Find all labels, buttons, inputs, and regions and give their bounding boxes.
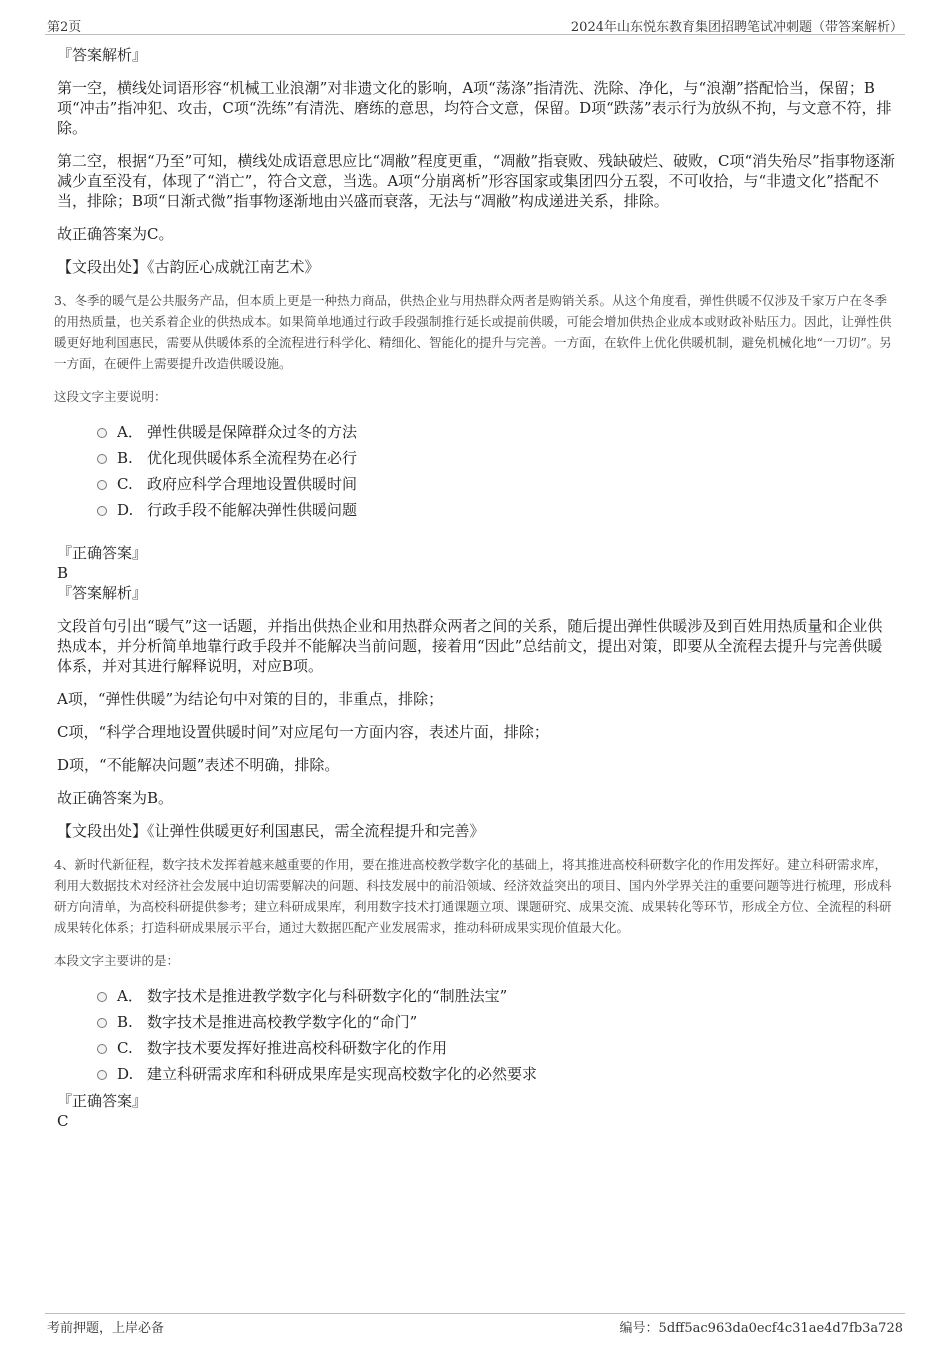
option-label: 数字技术要发挥好推进高校科研数字化的作用 — [147, 1039, 448, 1057]
radio-icon[interactable] — [97, 992, 107, 1002]
option-label: 数字技术是推进高校教学数字化的“命门” — [147, 1013, 418, 1031]
option-b[interactable]: B. 数字技术是推进高校教学数字化的“命门” — [97, 1009, 897, 1035]
question-text: 4、新时代新征程，数字技术发挥着越来越重要的作用，要在推进高校教学数字化的基础上，将其推进高校科研数字化的作用发挥好。建立科研需求库，利用大数据技术对经济社会发展中迫切需要解决的问题、科技发展中的前沿领域、经济效益突出的项目、国内外学界关注的重要问题等进行梳理，形成科研方向清单，为高校科研提供参考；建立科研成果库，利用数字技术打通课题立项、课题研究、成果交流、成果转化等环节，形成全方位、全流程的科研成果转化体系；打造科研成果展示平台，通过大数据匹配产业发展需求，推动科研成果实现价值最大化。 — [54, 857, 892, 935]
option-d[interactable]: D. 建立科研需求库和科研成果库是实现高校数字化的必然要求 — [97, 1061, 897, 1087]
correct-answer: B — [57, 564, 69, 582]
radio-icon[interactable] — [97, 1044, 107, 1054]
analysis-paragraph: D项，“不能解决问题”表述不明确，排除。 — [57, 756, 340, 774]
radio-icon[interactable] — [97, 428, 107, 438]
document-title: 2024年山东悦东教育集团招聘笔试冲刺题（带答案解析） — [570, 20, 903, 35]
radio-icon[interactable] — [97, 1018, 107, 1028]
source-citation: 【文段出处】《古韵匠心成就江南艺术》 — [57, 258, 320, 276]
correct-answer: C — [57, 1112, 69, 1130]
option-list — [97, 419, 897, 523]
conclusion: 故正确答案为C。 — [57, 225, 174, 243]
source-citation: 【文段出处】《让弹性供暖更好利国惠民，需全流程提升和完善》 — [57, 822, 485, 840]
radio-icon[interactable] — [97, 454, 107, 464]
analysis-label: 『答案解析』 — [57, 46, 148, 64]
option-a[interactable]: A． 弹性供暖是保障群众过冬的方法 — [97, 419, 897, 445]
option-label: 优化现供暖体系全流程势在必行 — [147, 449, 358, 467]
option-c[interactable]: C. 数字技术要发挥好推进高校科研数字化的作用 — [97, 1035, 897, 1061]
correct-answer-label: 『正确答案』 — [57, 1092, 148, 1110]
page-number: 第2页 — [47, 20, 82, 35]
question-prompt: 本段文字主要讲的是： — [54, 953, 180, 968]
analysis-label: 『答案解析』 — [57, 584, 148, 602]
analysis-paragraph: 文段首句引出“暖气”这一话题，并指出供热企业和用热群众两者之间的关系，随后提出弹性供暖涉及到百姓用热质量和企业供热成本，并分析简单地靠行政手段并不能解决当前问题，接着用“因此”总结前文，提出对策，即要从全流程去提升与完善供暖体系，并对其进行解释说明，对应B项。 — [57, 617, 883, 675]
analysis-paragraph: 第二空，根据“乃至”可知，横线处成语意思应比“凋敝”程度更重，“凋敝”指衰败、残缺破烂、破败，C项“消失殆尽”指事物逐渐减少直至没有，体现了“消亡”，符合文意，当选。A项“分崩离析”形容国家或集团四分五裂，不可收拾，与“非遗文化”搭配不当，排除；B项“日渐式微”指事物逐渐地由兴盛而衰落，无法与“凋敝”构成递进关系，排除。 — [57, 152, 895, 210]
analysis-paragraph: 第一空，横线处词语形容“机械工业浪潮”对非遗文化的影响，A项“荡涤”指清洗、洗除、净化，与“浪潮”搭配恰当，保留；B项“冲击”指冲犯、攻击，C项“洗练”有清洗、磨练的意思，均符合文意，保留。D项“跌荡”表示行为放纵不拘，与文意不符，排除。 — [57, 79, 892, 137]
option-c[interactable]: C. 政府应科学合理地设置供暖时间 — [97, 471, 897, 497]
main-content — [54, 45, 897, 1131]
radio-icon[interactable] — [97, 506, 107, 516]
correct-answer-label: 『正确答案』 — [57, 544, 148, 562]
conclusion: 故正确答案为B。 — [57, 789, 174, 807]
option-d[interactable]: D. 行政手段不能解决弹性供暖问题 — [97, 497, 897, 523]
analysis-paragraph: C项，“科学合理地设置供暖时间”对应尾句一方面内容，表述片面，排除； — [57, 723, 549, 741]
page-header — [45, 12, 905, 35]
question-prompt: 这段文字主要说明： — [54, 389, 167, 404]
document-code: 编号：5dff5ac963da0ecf4c31ae4d7fb3a728 — [619, 1321, 903, 1336]
footer-slogan: 考前押题，上岸必备 — [47, 1321, 165, 1336]
page-footer — [45, 1313, 905, 1338]
option-label: 政府应科学合理地设置供暖时间 — [147, 475, 358, 493]
option-label: 数字技术是推进教学数字化与科研数字化的“制胜法宝” — [147, 987, 508, 1005]
option-b[interactable]: B. 优化现供暖体系全流程势在必行 — [97, 445, 897, 471]
option-a[interactable]: A． 数字技术是推进教学数字化与科研数字化的“制胜法宝” — [97, 983, 897, 1009]
option-list — [97, 983, 897, 1087]
option-label: 弹性供暖是保障群众过冬的方法 — [147, 423, 358, 441]
option-label: 建立科研需求库和科研成果库是实现高校数字化的必然要求 — [147, 1065, 538, 1083]
radio-icon[interactable] — [97, 480, 107, 490]
question-text: 3、冬季的暖气是公共服务产品，但本质上更是一种热力商品，供热企业与用热群众两者是购销关系。从这个角度看，弹性供暖不仅涉及千家万户在冬季的用热质量，也关系着企业的供热成本。如果简单地通过行政手段强制推行延长或提前供暖，可能会增加供热企业成本或财政补贴压力。因此，让弹性供暖更好地利国惠民，需要从供暖体系的全流程进行科学化、精细化、智能化的提升与完善。一方面，在软件上优化供暖机制，避免机械化地“一刀切”。另一方面，在硬件上需要提升改造供暖设施。 — [54, 293, 892, 371]
analysis-paragraph: A项，“弹性供暖”为结论句中对策的目的，非重点，排除； — [57, 690, 444, 708]
radio-icon[interactable] — [97, 1070, 107, 1080]
option-label: 行政手段不能解决弹性供暖问题 — [147, 501, 358, 519]
